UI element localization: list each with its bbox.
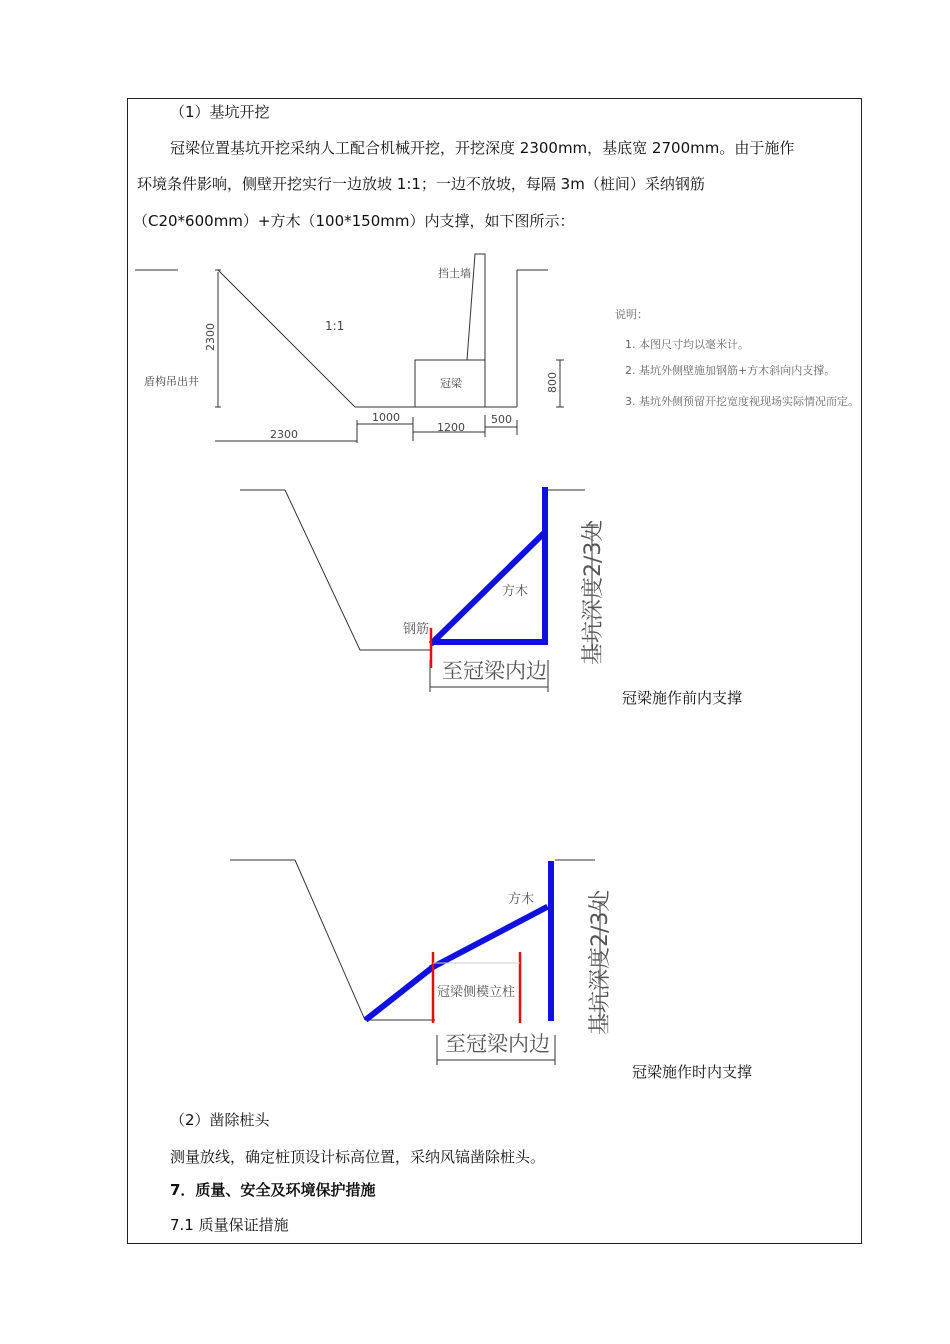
paragraph-line-3: （C20*600mm）+方木（100*150mm）内支撑，如下图所示： xyxy=(133,212,575,230)
dim-500: 500 xyxy=(491,413,512,426)
label-timber: 方木 xyxy=(502,584,529,599)
label-shield-well: 盾构吊出井 xyxy=(144,375,199,388)
heading-pile-head-removal: （2）凿除桩头 xyxy=(170,1111,270,1129)
dim-2300-horizontal: 2300 xyxy=(270,428,298,441)
support-during-beam-diagram xyxy=(225,850,615,1070)
note-2: 2. 基坑外侧壁施加钢筋+方木斜向内支撑。 xyxy=(625,364,836,377)
paragraph-pile-head: 测量放线，确定桩顶设计标高位置，采纳风镐凿除桩头。 xyxy=(170,1148,546,1166)
label-to-beam-inner-edge: 至冠梁内边 xyxy=(445,1032,550,1056)
heading-pit-excavation: （1）基坑开挖 xyxy=(170,103,270,121)
support-before-beam-diagram xyxy=(230,480,610,700)
notes-title: 说明： xyxy=(615,308,648,321)
paragraph-line-2: 环境条件影响，侧壁开挖实行一边放坡 1:1；一边不放坡，每隔 3m（桩间）采纳钢筋 xyxy=(137,175,705,193)
dim-1000: 1000 xyxy=(372,411,400,424)
label-retaining-wall: 挡土墙 xyxy=(438,267,471,280)
excavation-section-diagram xyxy=(130,245,860,450)
paragraph-line-1: 冠梁位置基坑开挖采纳人工配合机械开挖，开挖深度 2300mm，基底宽 2700mm。由于施作 xyxy=(170,139,795,157)
dim-800: 800 xyxy=(546,372,559,393)
caption-support-before-beam: 冠梁施作前内支撑 xyxy=(622,689,743,707)
dim-1200: 1200 xyxy=(437,421,465,434)
label-depth-two-thirds: 基坑深度2/3处 xyxy=(581,519,606,665)
label-slope-ratio: 1:1 xyxy=(325,319,345,333)
caption-support-during-beam: 冠梁施作时内支撑 xyxy=(632,1063,753,1081)
note-1: 1. 本图尺寸均以毫米计。 xyxy=(625,338,749,351)
note-3: 3. 基坑外侧预留开挖宽度视现场实际情况而定。 xyxy=(625,395,859,408)
label-crown-beam: 冠梁 xyxy=(440,377,462,390)
heading-7-1: 7.1 质量保证措施 xyxy=(170,1216,289,1234)
label-to-beam-inner-edge: 至冠梁内边 xyxy=(442,659,547,683)
label-formwork-post: 冠梁侧模立柱 xyxy=(437,985,516,1000)
heading-section-7: 7．质量、安全及环境保护措施 xyxy=(170,1181,376,1199)
dim-2300-vertical: 2300 xyxy=(204,323,217,351)
label-timber: 方木 xyxy=(508,892,535,907)
label-rebar: 钢筋 xyxy=(403,622,430,637)
label-depth-two-thirds: 基坑深度2/3处 xyxy=(588,889,613,1035)
